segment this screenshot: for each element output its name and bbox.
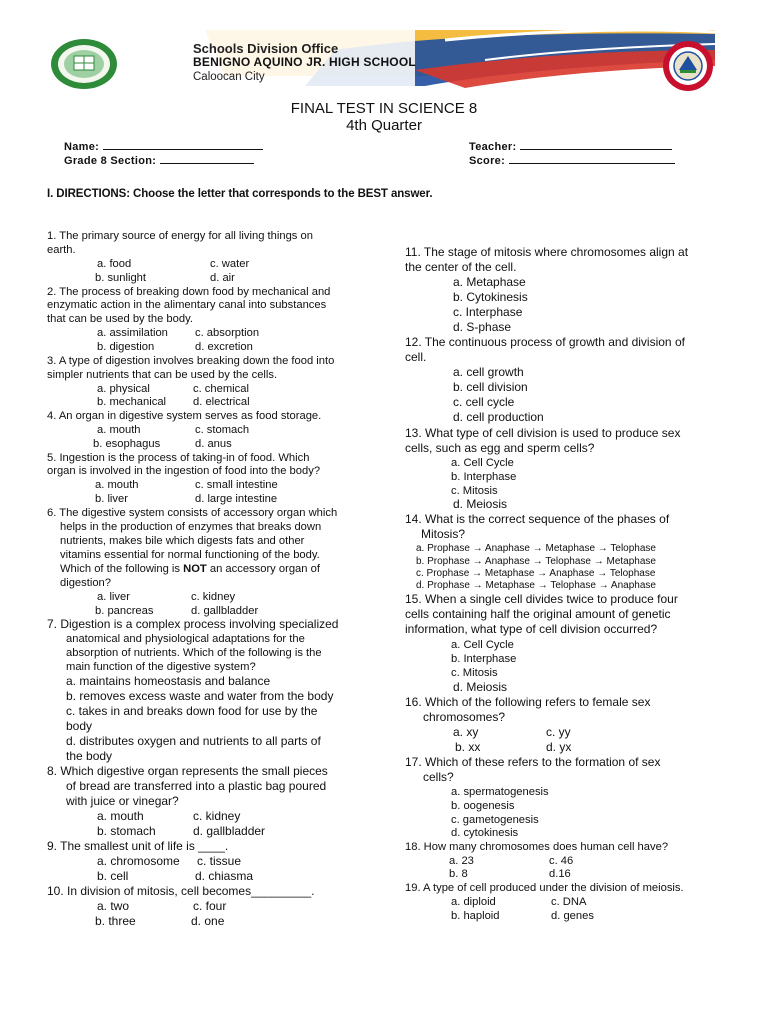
q19-option-d: d. genes xyxy=(551,910,594,922)
q1-option-b: b. sunlight xyxy=(95,272,146,284)
q11-option-d: d. S-phase xyxy=(453,320,512,334)
question-17-line-2: cells? xyxy=(423,770,454,784)
score-label: Score: xyxy=(469,155,506,167)
q3-option-a: a. physical xyxy=(97,383,150,395)
question-10-line-1: 10. In division of mitosis, cell becomes_________. xyxy=(47,884,315,898)
q7-option-a: a. maintains homeostasis and balance xyxy=(66,674,271,688)
question-3-line-1: 3. A type of digestion involves breaking down the food into xyxy=(47,355,335,367)
question-6-line-1: 6. The digestive system consists of accessory organ which xyxy=(47,507,338,519)
teacher-label: Teacher: xyxy=(469,141,517,153)
question-2-line-2: enzymatic action in the alimentary canal into substances xyxy=(47,299,327,311)
q7-option-c-cont: body xyxy=(66,719,93,733)
question-6-line-6: digestion? xyxy=(60,577,112,589)
question-3-line-2: simpler nutrients that can be used by the cells. xyxy=(47,369,278,381)
question-12-line-2: cell. xyxy=(405,350,427,364)
q13-option-b: b. Interphase xyxy=(451,471,517,483)
school-seal-logo xyxy=(50,38,118,90)
q6-option-b: b. pancreas xyxy=(95,605,154,617)
q16-option-a: a. xy xyxy=(453,725,479,739)
name-field xyxy=(64,139,263,153)
q14-option-b: b. Prophase → Anaphase → Telophase → Metaphase xyxy=(416,556,656,567)
q10-option-b: b. three xyxy=(95,914,136,928)
question-14-line-2: Mitosis? xyxy=(421,527,466,541)
q1-option-c: c. water xyxy=(210,258,250,270)
score-blank xyxy=(509,153,675,164)
score-field xyxy=(469,153,675,167)
q7-option-d-cont: the body xyxy=(66,749,113,763)
q2-option-d: d. excretion xyxy=(195,341,253,353)
question-1-line-1: 1. The primary source of energy for all living things on xyxy=(47,230,313,242)
q17-option-b: b. oogenesis xyxy=(451,800,515,812)
q15-option-a: a. Cell Cycle xyxy=(451,639,514,651)
question-15-line-1: 15. When a single cell divides twice to produce four xyxy=(405,592,678,606)
question-8-line-2: of bread are transferred into a plastic bag poured xyxy=(66,779,327,793)
q11-option-a: a. Metaphase xyxy=(453,275,526,289)
question-7-line-4: main function of the digestive system? xyxy=(66,661,256,673)
q8-option-a: a. mouth xyxy=(97,809,144,823)
q5-option-b: b. liver xyxy=(95,493,128,505)
question-9-line-1: 9. The smallest unit of life is ____. xyxy=(47,839,229,853)
q17-option-c: c. gametogenesis xyxy=(451,814,539,826)
q5-option-d: d. large intestine xyxy=(195,493,278,505)
question-2-line-1: 2. The process of breaking down food by mechanical and xyxy=(47,286,331,298)
q18-option-c: c. 46 xyxy=(549,855,574,867)
question-15-line-2: cells containing half the original amount of genetic xyxy=(405,607,671,621)
q19-option-c: c. DNA xyxy=(551,896,587,908)
q6-option-a: a. liver xyxy=(97,591,130,603)
q9-option-c: c. tissue xyxy=(197,854,242,868)
test-title: FINAL TEST IN SCIENCE 8 xyxy=(290,100,478,117)
section-label: Grade 8 Section: xyxy=(64,155,157,167)
question-1-line-2: earth. xyxy=(47,244,76,256)
q14-option-c: c. Prophase → Metaphase → Anaphase → Telophase xyxy=(416,568,656,579)
question-6-line-5 xyxy=(60,562,320,576)
q15-option-d: d. Meiosis xyxy=(453,680,508,694)
q13-option-a: a. Cell Cycle xyxy=(451,457,514,469)
q12-option-b: b. cell division xyxy=(453,380,528,394)
q4-option-c: c. stomach xyxy=(195,424,250,436)
q2-option-b: b. digestion xyxy=(97,341,155,353)
q4-option-b: b. esophagus xyxy=(93,438,161,450)
question-19-line-1: 19. A type of cell produced under the division of meiosis. xyxy=(405,882,684,894)
question-7-line-2: anatomical and physiological adaptations for the xyxy=(66,633,305,645)
q16-option-c: c. yy xyxy=(546,725,571,739)
question-18-line-1: 18. How many chromosomes does human cell have? xyxy=(405,841,669,853)
q3-option-b: b. mechanical xyxy=(97,396,167,408)
q12-option-a: a. cell growth xyxy=(453,365,524,379)
q7-option-b: b. removes excess waste and water from the body xyxy=(66,689,334,703)
school-name: BENIGNO AQUINO JR. HIGH SCHOOL xyxy=(193,55,416,69)
q3-option-c: c. chemical xyxy=(193,383,249,395)
q6-emphasis-not: NOT xyxy=(183,563,207,575)
q6-option-c: c. kidney xyxy=(191,591,236,603)
q1-option-d: d. air xyxy=(210,272,235,284)
q2-option-c: c. absorption xyxy=(195,327,260,339)
question-15-line-3: information, what type of cell division occurred? xyxy=(405,622,658,636)
question-13-line-2: cells, such as egg and sperm cells? xyxy=(405,441,595,455)
city-seal-logo xyxy=(662,40,714,92)
q9-option-b: b. cell xyxy=(97,869,129,883)
q18-option-d: d.16 xyxy=(549,868,571,880)
q8-option-c: c. kidney xyxy=(193,809,241,823)
q4-option-a: a. mouth xyxy=(97,424,141,436)
q18-option-a: a. 23 xyxy=(449,855,474,867)
directions: I. DIRECTIONS: Choose the letter that corresponds to the BEST answer. xyxy=(47,188,433,200)
q7-option-d: d. distributes oxygen and nutrients to all parts of xyxy=(66,734,321,748)
q16-option-b: b. xx xyxy=(455,740,481,754)
q11-option-b: b. Cytokinesis xyxy=(453,290,528,304)
question-7-line-3: absorption of nutrients. Which of the following is the xyxy=(66,647,322,659)
q2-option-a: a. assimilation xyxy=(97,327,168,339)
section-blank xyxy=(160,153,254,164)
question-5-line-1: 5. Ingestion is the process of taking-in of food. Which xyxy=(47,452,310,464)
q10-option-a: a. two xyxy=(97,899,130,913)
teacher-field xyxy=(469,139,672,153)
question-2-line-3: that can be used by the body. xyxy=(47,313,193,325)
q19-option-b: b. haploid xyxy=(451,910,500,922)
q3-option-d: d. electrical xyxy=(193,396,250,408)
division-office-label: Schools Division Office xyxy=(193,41,339,56)
q12-option-c: c. cell cycle xyxy=(453,395,515,409)
question-16-line-2: chromosomes? xyxy=(423,710,506,724)
q10-option-c: c. four xyxy=(193,899,227,913)
city-name: Caloocan City xyxy=(193,71,265,83)
question-6-line-3: nutrients, makes bile which digests fats and other xyxy=(60,535,305,547)
question-13-line-1: 13. What type of cell division is used to produce sex xyxy=(405,426,681,440)
question-17-line-1: 17. Which of these refers to the formation of sex xyxy=(405,755,661,769)
q14-option-d: d. Prophase → Metaphase → Telophase → Anaphase xyxy=(416,580,656,591)
question-11-line-2: the center of the cell. xyxy=(405,260,517,274)
q8-option-d: d. gallbladder xyxy=(193,824,266,838)
q17-option-d: d. cytokinesis xyxy=(451,827,519,839)
q17-option-a: a. spermatogenesis xyxy=(451,786,549,798)
q5-option-c: c. small intestine xyxy=(195,479,278,491)
q1-option-a: a. food xyxy=(97,258,132,270)
q14-option-a: a. Prophase → Anaphase → Metaphase → Telophase xyxy=(416,543,656,554)
q12-option-d: d. cell production xyxy=(453,410,544,424)
question-8-line-1: 8. Which digestive organ represents the small pieces xyxy=(47,764,328,778)
q7-option-c: c. takes in and breaks down food for use by the xyxy=(66,704,318,718)
q16-option-d: d. yx xyxy=(546,740,572,754)
question-4-line-1: 4. An organ in digestive system serves as food storage. xyxy=(47,410,322,422)
question-5-line-2: organ is involved in the ingestion of food into the body? xyxy=(47,465,321,477)
q6-text-after: an accessory organ of xyxy=(209,563,320,575)
question-16-line-1: 16. Which of the following refers to female sex xyxy=(405,695,651,709)
q6-text-before: Which of the following is xyxy=(60,563,181,575)
q15-option-c: c. Mitosis xyxy=(451,667,498,679)
q8-option-b: b. stomach xyxy=(97,824,156,838)
q13-option-d: d. Meiosis xyxy=(453,497,508,511)
section-field xyxy=(64,153,254,167)
q9-option-a: a. chromosome xyxy=(97,854,180,868)
question-11-line-1: 11. The stage of mitosis where chromosomes align at xyxy=(405,245,689,259)
question-6-line-2: helps in the production of enzymes that breaks down xyxy=(60,521,322,533)
q4-option-d: d. anus xyxy=(195,438,232,450)
q5-option-a: a. mouth xyxy=(95,479,139,491)
q6-option-d: d. gallbladder xyxy=(191,605,259,617)
question-7-line-1: 7. Digestion is a complex process involving specialized xyxy=(47,617,339,631)
name-blank xyxy=(103,139,263,150)
question-12-line-1: 12. The continuous process of growth and division of xyxy=(405,335,685,349)
q19-option-a: a. diploid xyxy=(451,896,496,908)
question-6-line-4: vitamins essential for normal functioning of the body. xyxy=(60,549,320,561)
q10-option-d: d. one xyxy=(191,914,225,928)
q9-option-d: d. chiasma xyxy=(195,869,254,883)
q13-option-c: c. Mitosis xyxy=(451,485,498,497)
q18-option-b: b. 8 xyxy=(449,868,468,880)
q11-option-c: c. Interphase xyxy=(453,305,523,319)
question-14-line-1: 14. What is the correct sequence of the phases of xyxy=(405,512,670,526)
question-8-line-3: with juice or vinegar? xyxy=(66,794,179,808)
test-quarter: 4th Quarter xyxy=(346,117,422,134)
name-label: Name: xyxy=(64,141,100,153)
teacher-blank xyxy=(520,139,672,150)
q15-option-b: b. Interphase xyxy=(451,653,517,665)
